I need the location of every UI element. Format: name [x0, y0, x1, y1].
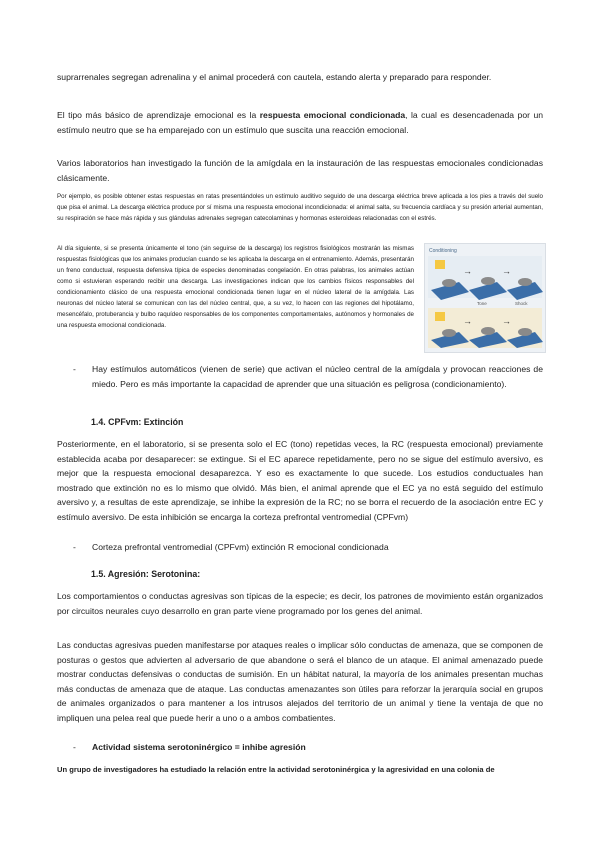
bold-term: respuesta emocional condicionada: [259, 110, 406, 120]
paragraph-intro-end: suprarrenales segregan adrenalina y el animal procederá con cautela, estando alerta y preparado para responder.: [57, 72, 492, 82]
bullet-item: [73, 740, 543, 755]
section-heading-extincion: 1.4. CPFvm: Extinción: [91, 417, 184, 427]
figure-title: Conditioning: [429, 248, 457, 254]
rat-6: [518, 328, 532, 336]
speaker-1: [435, 260, 445, 269]
text-span: , la cual es desencadenada por un estímulo neutro que se ha emparejado con un estímulo que suscita una reacción emocional.: [57, 110, 543, 135]
bullet-text-bold: Actividad sistema serotoninérgico = inhibe agresión: [92, 742, 306, 752]
conditioning-figure: [424, 243, 546, 353]
bullet-dash: -: [73, 542, 76, 552]
arrow-icon: →: [463, 316, 472, 326]
bullet-dash: -: [73, 742, 76, 752]
arrow-icon: →: [463, 266, 472, 276]
paragraph-agresion-2: Las conductas agresivas pueden manifestarse por ataques reales o implicar sólo conductas de amenaza, que se componen de posturas o gestos que advierten al adversario de que abandone o será el blanco de un ataque. El animal amenazado puede mostrar conductas defensivas o conductas de sumisión. En un hábitat natural, la mayoría de los animales presentan muchas más conductas de amenaza que de ataque. Las conductas amenazantes son útiles para reforzar la jerarquía social en grupos de animales organizados o para mantener a los intrusos alejados del territorio de un animal y tiene la ventaja de que no impliquen una pelea real que puede herir a uno o a ambos combatientes.: [57, 640, 543, 723]
figure-label-shock: Shock: [515, 301, 528, 306]
paragraph-next-day: Al día siguiente, si se presenta únicamente el tono (sin seguirse de la descarga) los registros fisiológicos mostrarán las mismas respuestas fisiológicas que los animales producían cuando se les aplicaba la descarga en el entrenamiento. Además, presentarán un freno conductual, respuesta defensiva típica de especies denominadas congelación. En otras palabras, los animales actúan como si estuvieran esperando recibir una descarga. Las investigaciones indican que los cambios físicos responsables del condicionamiento clásico de una respuesta emocional condicionada tienen lugar en el núcleo lateral de la amígdala. Las neuronas del núcleo lateral se comunican con las del núcleo central, que, a su vez, lo hacen con las regiones del hipotálamo, mesencéfalo, protuberancia y bulbo raquídeo responsables de los componentes comportamentales, autónomos y hormonales de una respuesta emocional condicionada.: [57, 245, 414, 329]
bullet-item: [73, 540, 543, 555]
arrow-icon: →: [502, 316, 511, 326]
rat-5: [481, 327, 495, 335]
paragraph-final: Un grupo de investigadores ha estudiado la relación entre la actividad serotoninérgica y la agresividad en una colonia de: [57, 765, 495, 774]
paragraph-laboratories: Varios laboratorios han investigado la función de la amígdala en la instauración de las respuestas emocionales condicionadas clásicamente.: [57, 158, 543, 183]
paragraph-emotional-response: [57, 108, 543, 137]
bullet-text: Corteza prefrontal ventromedial (CPFvm) extinción R emocional condicionada: [92, 542, 389, 552]
conditioning-illustration: [425, 244, 545, 352]
rat-3: [518, 278, 532, 286]
figure-label-tone: Tone: [477, 301, 487, 306]
speaker-2: [435, 312, 445, 321]
arrow-icon: →: [502, 266, 511, 276]
bullet-text: Hay estímulos automáticos (vienen de serie) que activan el núcleo central de la amígdala y provocan reacciones de miedo. Pero es más importante la capacidad de aprender que una situación es peligrosa (condicionamiento).: [92, 364, 543, 389]
rat-4: [442, 329, 456, 337]
bullet-item: [73, 362, 543, 391]
rat-1: [442, 279, 456, 287]
section-heading-agresion: 1.5. Agresión: Serotonina:: [91, 569, 201, 579]
text-span: El tipo más básico de aprendizaje emocional es la: [57, 110, 260, 120]
bullet-dash: -: [73, 364, 76, 374]
rat-2: [481, 277, 495, 285]
paragraph-agresion-1: Los comportamientos o conductas agresivas son típicas de la especie; es decir, los patrones de movimiento están organizados por circuitos neurales cuyo desarrollo en gran parte viene programado por los genes del animal.: [57, 591, 543, 616]
paragraph-extincion: Posteriormente, en el laboratorio, si se presenta solo el EC (tono) repetidas veces, la RC (respuesta emocional) previamente establecida acaba por desaparecer: se extingue. Si el EC aparece repetidamente, pero no se sigue del estímulo aversivo, es mejor que la respuesta emocional desaparezca. Y eso es exactamente lo que sucede. Los estudios conductuales han mostrado que extinción no es lo mismo que olvidó. Más bien, el animal aprende que el EC ya no está seguido del estímulo aversivo y, a resultas de este aprendizaje, se inhibe la expresión de la RC; no se borra el recuerdo de la asociación entre EC y estímulo aversivo. De esta inhibición se encarga la corteza prefrontal ventromedial (CPFvm): [57, 439, 543, 522]
paragraph-example: Por ejemplo, es posible obtener estas respuestas en ratas presentándoles un estímulo auditivo seguido de una descarga eléctrica breve aplicada a los pies a través del suelo que pisa el animal. La descarga eléctrica produce por sí misma una respuesta emocional incondicionada: el animal salta, su frecuencia cardíaca y su presión arterial aumentan, su respiración se hace más rápida y sus glándulas adrenales segregan catecolaminas y hormonas esteroideas relacionadas con el estrés.: [57, 193, 543, 222]
